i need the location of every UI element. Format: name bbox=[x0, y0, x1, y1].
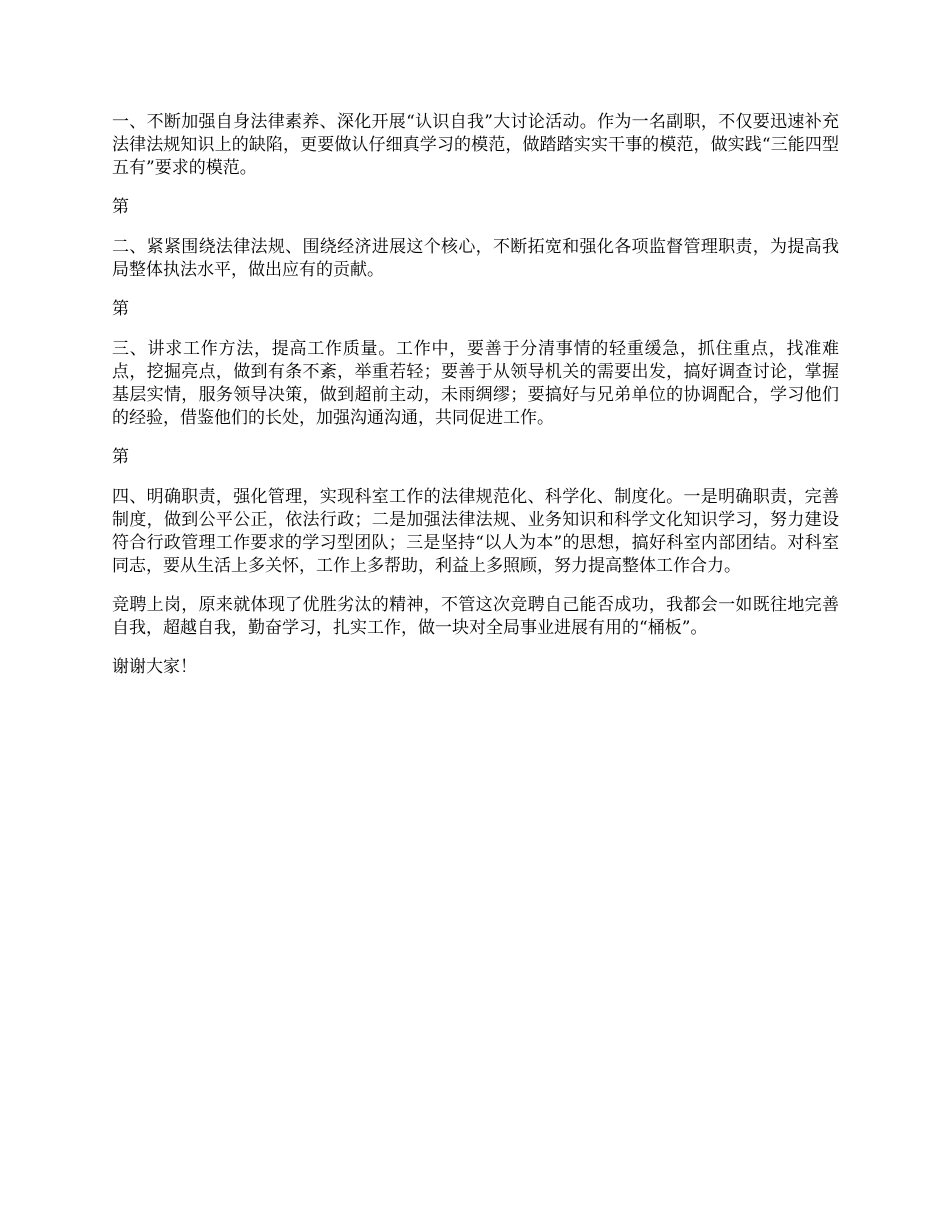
paragraph-2: 二、紧紧围绕法律法规、围绕经济进展这个核心，不断拓宽和强化各项监督管理职责，为提高我局整体执法水平，做出应有的贡献。 bbox=[112, 237, 839, 280]
paragraph-4: 四、明确职责，强化管理，实现科室工作的法律规范化、科学化、制度化。一是明确职责，完善制度，做到公平公正，依法行政；二是加强法律法规、业务知识和科学文化知识学习，努力建设符合行政管理工作要求的学习型团队；三是坚持“以人为本”的思想，搞好科室内部团结。对科室同志，要从生活上多关怀，工作上多帮助，利益上多照顾，努力提高整体工作合力。 bbox=[112, 487, 839, 576]
section-marker-1: 第 bbox=[112, 197, 129, 217]
paragraph-3: 三、讲求工作方法，提高工作质量。工作中，要善于分清事情的轻重缓急，抓住重点，找准难点，挖掘亮点，做到有条不紊，举重若轻；要善于从领导机关的需要出发，搞好调查讨论，掌握基层实情，服务领导决策，做到超前主动，未雨绸缪；要搞好与兄弟单位的协调配合，学习他们的经验，借鉴他们的长处，加强沟通沟通，共同促进工作。 bbox=[112, 339, 839, 428]
paragraph-1: 一、不断加强自身法律素养、深化开展“认识自我”大讨论活动。作为一名副职，不仅要迅速补充法律法规知识上的缺陷，更要做认仔细真学习的模范，做踏踏实实干事的模范，做实践“三能四型五有”要求的模范。 bbox=[112, 112, 839, 178]
section-marker-3: 第 bbox=[112, 447, 129, 467]
section-marker-2: 第 bbox=[112, 299, 129, 319]
paragraph-5: 竞聘上岗，原来就体现了优胜劣汰的精神，不管这次竞聘自己能否成功，我都会一如既往地完善自我，超越自我，勤奋学习，扎实工作，做一块对全局事业进展有用的“桶板”。 bbox=[112, 595, 839, 638]
closing-thanks: 谢谢大家！ bbox=[112, 657, 197, 677]
